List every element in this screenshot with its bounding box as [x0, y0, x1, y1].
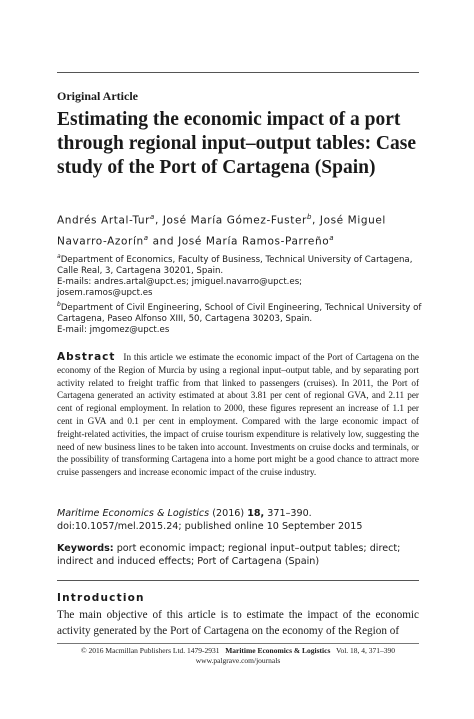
abstract-text: In this article we estimate the economic impact of the Port of Cartagena on the economy of the Region of Murcia by using a regional input–output table, and by separating port activity related to freight traffic from that linked to passengers (cruises). In 2011, the Port of Cartagena generated an activity estimated at about 3.81 per cent of regional GVA, and 2.11 per cent of regional employment. In relation to 2000, these figures represent an increase of 1.1 per cent in GVA and 0.1 per cent in employment. Compared with the large economic impact of freight-related activities, the impact of cruise tourism expenditure is relatively low, suggesting the need of new business lines to be taken into account. Investments on cruise docks and terminals, or the possibility of transforming Cartagena into a home port might be a good chance to attract more cruise passengers and increase economic impact of the cruise industry. [57, 352, 419, 478]
introduction-heading: Introduction [57, 592, 145, 604]
author-name: José María Ramos-Parreño [178, 235, 330, 247]
affiliation-a-emails: E-mails: andres.artal@upct.es; jmiguel.navarro@upct.es; [57, 276, 303, 287]
affiliation-marker: a [150, 213, 155, 221]
page-footer [57, 646, 419, 666]
affiliation-a: $^a$Department of Economics, Faculty of Business, Technical University of Cartagena, Calle Real, 3, Cartagena 30201, Spain. [57, 253, 413, 276]
affiliation-b-email: E-mail: jmgomez@upct.es [57, 324, 170, 335]
article-type-label: Original Article [57, 89, 138, 103]
keywords-label: Keywords: [57, 543, 114, 554]
journal-name: Maritime Economics & Logistics [57, 508, 210, 519]
article-title: Estimating the economic impact of a port through regional input–output tables: Case study of the Port of Cartagena (Spain) [57, 109, 417, 178]
abstract-heading: Abstract [57, 351, 116, 363]
keywords [57, 542, 419, 568]
citation: Maritime Economics & Logistics (2016) 18, 371–390. doi:10.1057/mel.2015.24; published online 10 September 2015 [57, 508, 363, 532]
keywords-text: port economic impact; regional input–output tables; direct; indirect and induced effects; Port of Cartagena (Spain) [57, 543, 401, 567]
publisher-url: www.palgrave.com/journals [195, 656, 281, 665]
section-divider [57, 580, 419, 581]
footer-divider [57, 643, 419, 644]
affiliation-a-emails-cont: josem.ramos@upct.es [57, 287, 153, 298]
author-list: Andrés Artal-Tur$^a$, José María Gómez-Fuster$^b$, José Miguel Navarro-Azorín$^a$ and José María Ramos-Parreño$^a$ [57, 213, 386, 247]
copyright-text: © 2016 Macmillan Publishers Ltd. 1479-2931 [80, 646, 220, 655]
introduction-text: The main objective of this article is to estimate the impact of the economic activity generated by the Port of Cartagena on the economy of the Region of [57, 609, 419, 637]
affiliation-b: $^b$Department of Civil Engineering, School of Civil Engineering, Technical University of Cartagena, Paseo Alfonso XIII, 50, Cartagena 30203, Spain. [57, 300, 422, 324]
affiliation-marker: b [306, 213, 312, 221]
affiliation-marker: a [143, 233, 149, 242]
affiliations [57, 251, 427, 336]
author-name: José María Gómez-Fuster [162, 214, 307, 227]
top-divider [57, 72, 419, 73]
footer-line-1 [57, 646, 419, 656]
author-name: José Miguel Navarro-Azorín [57, 214, 386, 247]
author-name: Andrés Artal-Tur [57, 214, 151, 227]
abstract [57, 351, 419, 479]
footer-journal: Maritime Economics & Logistics [225, 646, 331, 655]
affiliation-marker: a [329, 233, 335, 242]
volume-number: 18, [247, 508, 265, 519]
footer-volume: Vol. 18, 4, 371–390 [336, 646, 396, 655]
